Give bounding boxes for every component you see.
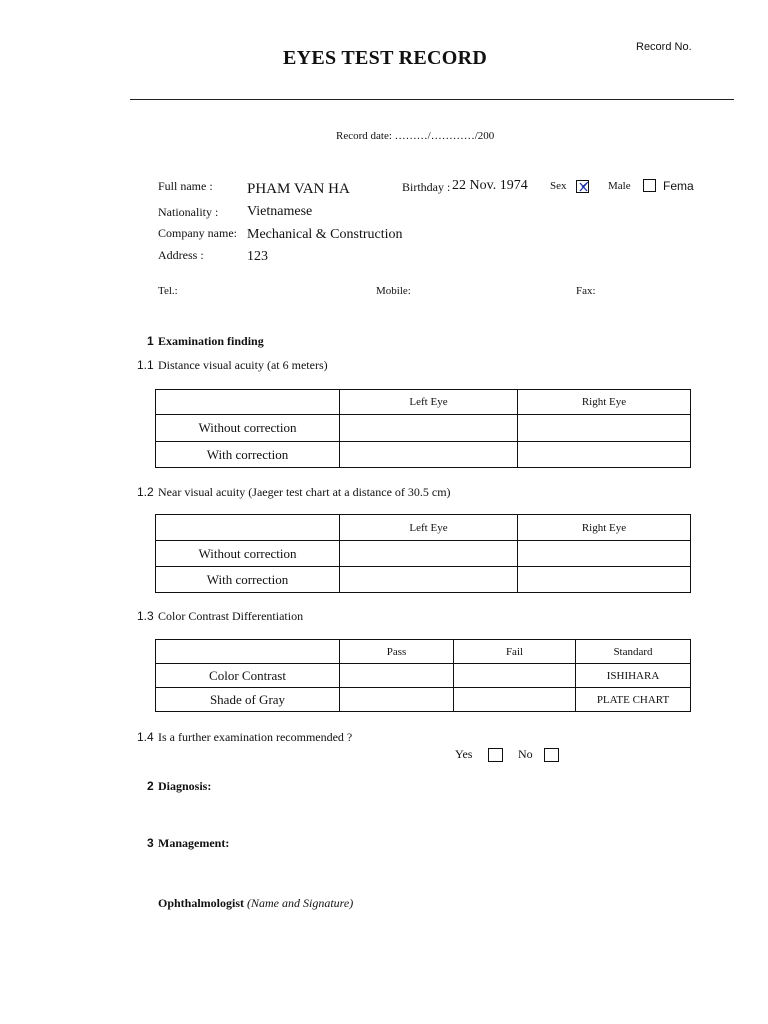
female-label: Fema xyxy=(663,179,694,193)
birthday-label: Birthday : xyxy=(402,180,451,194)
full-name-label: Full name : xyxy=(158,179,213,193)
row-without-correction: Without correction xyxy=(156,541,340,567)
near-left-with-cell[interactable] xyxy=(340,567,518,593)
no-label: No xyxy=(518,747,533,761)
full-name-value: PHAM VAN HA xyxy=(247,181,350,197)
section-1-1-title: Distance visual acuity (at 6 meters) xyxy=(158,358,328,372)
standard-ishihara: ISHIHARA xyxy=(576,664,691,688)
section-1-4-title: Is a further examination recommended ? xyxy=(158,730,353,744)
header-divider xyxy=(130,99,734,100)
female-checkbox[interactable] xyxy=(643,179,656,192)
near-left-without-cell[interactable] xyxy=(340,541,518,567)
fax-label: Fax: xyxy=(576,285,596,297)
distance-left-with-cell[interactable] xyxy=(340,442,518,468)
shade-gray-pass-cell[interactable] xyxy=(340,688,454,712)
section-3-number: 3 xyxy=(147,836,154,850)
table-corner-cell xyxy=(156,515,340,541)
row-with-correction: With correction xyxy=(156,442,340,468)
col-standard: Standard xyxy=(576,640,691,664)
col-left-eye: Left Eye xyxy=(340,390,518,415)
no-checkbox[interactable] xyxy=(544,748,559,762)
near-acuity-table xyxy=(155,514,691,593)
section-1-number: 1 xyxy=(147,334,154,348)
distance-right-with-cell[interactable] xyxy=(518,442,691,468)
yes-checkbox[interactable] xyxy=(488,748,503,762)
nationality-label: Nationality : xyxy=(158,205,219,219)
section-1-2-number: 1.2 xyxy=(137,485,154,499)
diagnosis-title: Diagnosis: xyxy=(158,779,212,793)
distance-right-without-cell[interactable] xyxy=(518,415,691,442)
row-without-correction: Without correction xyxy=(156,415,340,442)
page-title: EYES TEST RECORD xyxy=(283,47,488,69)
table-corner-cell xyxy=(156,390,340,415)
near-right-without-cell[interactable] xyxy=(518,541,691,567)
signature-note: (Name and Signature) xyxy=(247,896,354,910)
row-color-contrast: Color Contrast xyxy=(156,664,340,688)
row-shade-of-gray: Shade of Gray xyxy=(156,688,340,712)
color-contrast-pass-cell[interactable] xyxy=(340,664,454,688)
distance-acuity-table xyxy=(155,389,691,468)
col-right-eye: Right Eye xyxy=(518,390,691,415)
color-contrast-fail-cell[interactable] xyxy=(454,664,576,688)
section-1-3-number: 1.3 xyxy=(137,609,154,623)
company-value: Mechanical & Construction xyxy=(247,227,403,242)
management-title: Management: xyxy=(158,836,230,850)
address-label: Address : xyxy=(158,248,204,262)
shade-gray-fail-cell[interactable] xyxy=(454,688,576,712)
col-pass: Pass xyxy=(340,640,454,664)
color-contrast-table xyxy=(155,639,691,712)
section-1-2-title: Near visual acuity (Jaeger test chart at a distance of 30.5 cm) xyxy=(158,485,451,499)
record-date: Record date: ………/…………/200 xyxy=(336,130,495,142)
section-1-3-title: Color Contrast Differentiation xyxy=(158,609,304,623)
male-label: Male xyxy=(608,180,631,192)
section-1-4-number: 1.4 xyxy=(137,730,154,744)
tel-label: Tel.: xyxy=(158,285,178,297)
section-1-title: Examination finding xyxy=(158,334,264,348)
col-right-eye: Right Eye xyxy=(518,515,691,541)
col-fail: Fail xyxy=(454,640,576,664)
row-with-correction: With correction xyxy=(156,567,340,593)
birthday-value: 22 Nov. 1974 xyxy=(452,178,528,193)
col-left-eye: Left Eye xyxy=(340,515,518,541)
record-no-label: Record No. xyxy=(636,41,692,53)
standard-plate-chart: PLATE CHART xyxy=(576,688,691,712)
check-mark-icon xyxy=(578,181,589,192)
address-value: 123 xyxy=(247,249,268,264)
section-2-number: 2 xyxy=(147,779,154,793)
near-right-with-cell[interactable] xyxy=(518,567,691,593)
nationality-value: Vietnamese xyxy=(247,204,313,219)
table-corner-cell xyxy=(156,640,340,664)
mobile-label: Mobile: xyxy=(376,285,411,297)
sex-label: Sex xyxy=(550,180,567,192)
ophthalmologist-label: Ophthalmologist xyxy=(158,896,245,910)
section-1-1-number: 1.1 xyxy=(137,358,154,372)
signature-line xyxy=(158,896,353,911)
yes-label: Yes xyxy=(455,747,473,761)
company-label: Company name: xyxy=(158,226,237,240)
male-checkbox[interactable] xyxy=(576,180,589,193)
distance-left-without-cell[interactable] xyxy=(340,415,518,442)
